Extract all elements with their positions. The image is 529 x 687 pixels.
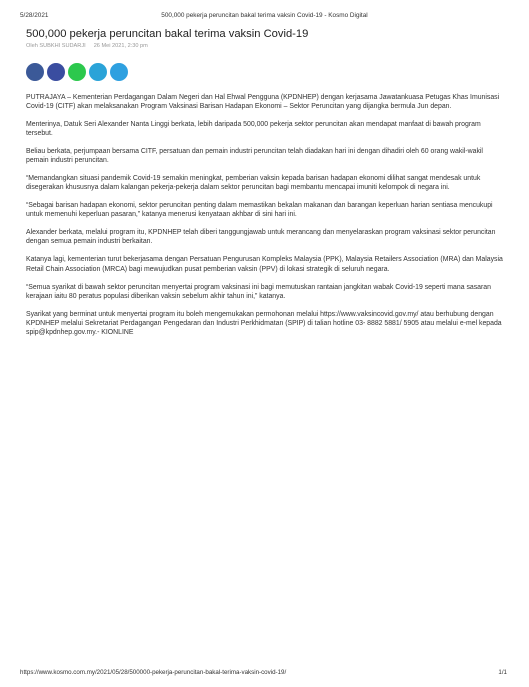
- paragraph: PUTRAJAYA – Kementerian Perdagangan Dalam Negeri dan Hal Ehwal Pengguna (KPDNHEP) dengan kerjasama Jawatankuasa Petugas Khas Imunisasi Covid-19 (CITF) akan melaksanakan Program Vaksinasi Barisan Hadapan Ekonomi – Sektor Peruncitan yang dijangka bermula Jun depan.: [26, 94, 500, 111]
- paragraph: Syarikat yang berminat untuk menyertai program itu boleh mengemukakan permohonan melalui https://www.vaksincovid.gov.my/ atau berhubung dengan KPDNHEP melalui Sekretariat Perdagangan Pengedaran dan Industri Perkhidmatan (SPIP) di talian hotline 03- 8882 5881/ 5905 atau melalui e-mel kepada spip@kpdnhep.gov.my.- KIONLINE: [26, 310, 502, 336]
- paragraph: Alexander berkata, melalui program itu, KPDNHEP telah diberi tanggungjawab untuk merancang dan menyelaraskan program vaksinasi sektor peruncitan dengan semua pemain industri berkaitan.: [26, 229, 496, 246]
- page-number: 1/1: [498, 669, 507, 676]
- print-date: 5/28/2021: [20, 12, 49, 19]
- article-title: 500,000 pekerja peruncitan bakal terima vaksin Covid-19: [26, 28, 309, 40]
- print-page-title: 500,000 pekerja peruncitan bakal terima vaksin Covid-19 - Kosmo Digital: [161, 12, 368, 19]
- paragraph: “Memandangkan situasi pandemik Covid-19 semakin meningkat, pemberian vaksin kepada barisan hadapan ekonomi dilihat sangat mendesak untuk disegerakan khususnya dalam kalangan pekerja-pekerja dalam sektor peruncitan bagi membantu mencapai imuniti kelompok di negara ini.: [26, 175, 481, 192]
- article-body: [26, 93, 504, 337]
- paragraph: Beliau berkata, perjumpaan bersama CITF, persatuan dan pemain industri peruncitan telah diadakan hari ini dengan dihadiri oleh 60 orang wakil-wakil pemain industri peruncitan.: [26, 148, 483, 165]
- messenger-share-icon[interactable]: [47, 63, 65, 81]
- paragraph: Katanya lagi, kementerian turut bekerjasama dengan Persatuan Pengurusan Kompleks Malaysia (PPK), Malaysia Retailers Association (MRA) dan Malaysia Retail Chain Association (MRCA) bagi mewujudkan pusat pemberian vaksin (PPV) di lokasi strategik di seluruh negara.: [26, 256, 503, 273]
- telegram-share-icon[interactable]: [89, 63, 107, 81]
- publish-date: 26 Mei 2021, 2:30 pm: [93, 43, 148, 49]
- paragraph: “Sebagai barisan hadapan ekonomi, sektor peruncitan penting dalam memastikan bekalan makanan dan barangan keperluan harian sentiasa mencukupi untuk memenuhi keperluan pasaran,” katanya menerusi kenyataan akhbar di sini hari ini.: [26, 202, 493, 219]
- whatsapp-share-icon[interactable]: [68, 63, 86, 81]
- paragraph: “Semua syarikat di bawah sektor peruncitan menyertai program vaksinasi ini bagi memutuskan rantaian jangkitan wabak Covid-19 seperti mana sasaran kerajaan iaitu 80 peratus populasi diberikan vaksin sebelum akhir tahun ini,” katanya.: [26, 283, 491, 300]
- author: Oleh SUBKHI SUDARJI: [26, 43, 86, 49]
- paragraph: Menterinya, Datuk Seri Alexander Nanta Linggi berkata, lebih daripada 500,000 pekerja sektor peruncitan akan mendapat manfaat di bawah program tersebut.: [26, 121, 481, 138]
- twitter-share-icon[interactable]: [110, 63, 128, 81]
- article: [26, 27, 504, 346]
- share-bar: [26, 63, 504, 81]
- byline: [26, 42, 504, 50]
- print-url: https://www.kosmo.com.my/2021/05/28/500000-pekerja-peruncitan-bakal-terima-vaksin-covid-19/: [20, 669, 287, 676]
- facebook-share-icon[interactable]: [26, 63, 44, 81]
